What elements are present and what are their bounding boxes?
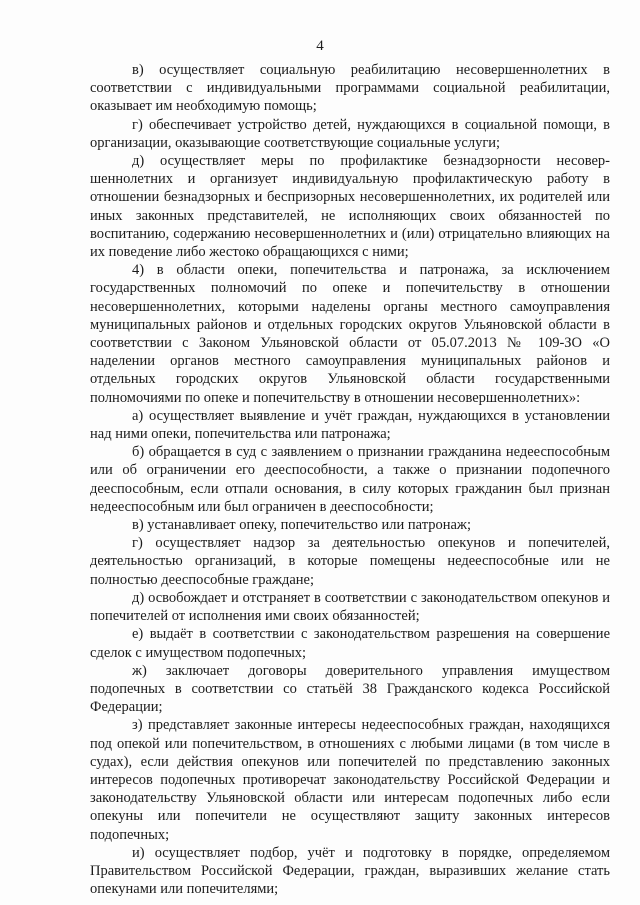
paragraph-b-court-application: б) обращается в суд с заявлением о признании гражданина недееспособным или об ограничении его дееспособности, а также о признании подопечного дееспособным, если отпали основания, в силу которых гражданин был признан недееспособным или был ограничен в дееспособности; [90, 444, 610, 515]
paragraph-i-selection: и) осуществляет подбор, учёт и подготовку в порядке, определяемом Правительством Российской Федерации, граждан, выразивших желание стать опекунами или попечителями; [90, 844, 610, 898]
paragraph-e-permissions: е) выдаёт в соответствии с законодательством разрешения на совершение сделок с имуществом подопечных; [90, 626, 610, 661]
paragraph-d-dismissal: д) освобождает и отстраняет в соответствии с законодательством опекунов и попечителей от исполнения ими своих обязанностей; [90, 589, 610, 625]
paragraph-g-supervision: г) осуществляет надзор за деятельностью опекунов и попечителей, деятельностью организаций, в которые помещены недееспособные или не полностью дееспособные граждане; [90, 535, 610, 588]
document-body [90, 61, 610, 898]
paragraph-zh-trust-management: ж) заключает договоры доверительного управления имуществом подопечных в соответствии со статьёй 38 Гражданского кодекса Российской Федерации; [90, 662, 610, 716]
paragraph-v-establish-guardianship: в) устанавливает опеку, попечительство или патронаж; [132, 517, 471, 534]
paragraph-d-neglect-prevention: д) осуществляет меры по профилактике безнадзорности несовершеннолетних и организует индивидуальную профилактическую работу в отношении безнадзорных и беспризорных несовершеннолетних, их родителей или иных законных представителей, не исполняющих своих обязанностей по воспитанию, содержанию несовершеннолетних и (или) отрицательно влияющих на их поведение либо жестоко обращающихся с ними; [90, 153, 610, 261]
paragraph-z-representation: з) представляет законные интересы недееспособных граждан, находящихся под опекой или попечительством, в отношениях с любыми лицами (в том числе в судах), если действия опекунов или попечителей по представлению законных интересов подопечных противоречат законодательству Российской Федерации и законодательству Ульяновской области или интересам подопечных либо если опекуны или попечители не осуществляют защиту законных интересов подопечных; [90, 717, 610, 843]
paragraph-g-child-placement: г) обеспечивает устройство детей, нуждающихся в социальной помощи, в организации, оказывающие соответствующие социальные услуги; [90, 116, 610, 151]
page-number: 4 [316, 38, 324, 54]
paragraph-4-guardianship: 4) в области опеки, попечительства и патронажа, за исключением государственных полномочий по опеке и попечительству в отношении несовершеннолетних, которыми наделены органы местного самоуправления муниципальных районов и отдельных городских округов Ульяновской области в соответствии с Законом Ульяновской области от 05.07.2013 № 109-ЗО «О наделении органов местного самоуправления муниципальных районов и отдельных городских округов Ульяновской области государственными полномочиями по опеке и попечительству в отношении несовершеннолетних»: [90, 262, 610, 406]
paragraph-a-identification: а) осуществляет выявление и учёт граждан, нуждающихся в установлении над ними опеки, попечительства или патронажа; [90, 407, 610, 443]
paragraph-v-social-rehabilitation: в) осуществляет социальную реабилитацию несовершеннолетних в соответствии с индивидуальными программами социальной реабилитации, оказывает им необходимую помощь; [90, 62, 610, 115]
